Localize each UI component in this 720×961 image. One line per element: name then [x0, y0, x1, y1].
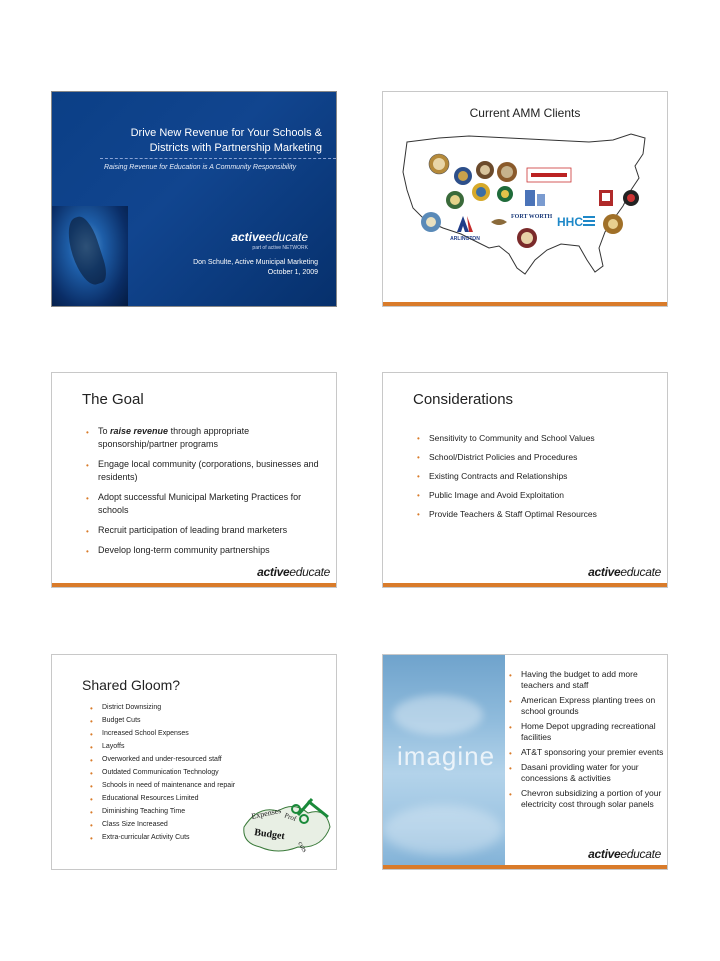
- title-divider: [100, 158, 336, 159]
- gloom-item: • Increased School Expenses: [86, 729, 326, 738]
- arlington-label: ARLINGTON: [450, 236, 480, 242]
- gloom-item: • Class Size Increased: [86, 820, 326, 829]
- goal-item: • Engage local community (corporations, businesses and residents): [82, 458, 330, 484]
- hhc-label: HHC: [557, 215, 583, 229]
- goal-item: • Recruit participation of leading brand marketers: [82, 524, 330, 537]
- slide-title: Shared Gloom?: [82, 677, 181, 693]
- imagine-item: • Dasani providing water for your concessions & activities: [505, 762, 665, 784]
- slide-3-goal: [51, 372, 337, 588]
- presenter-name: Don Schulte, Active Municipal Marketing: [193, 259, 318, 266]
- active-educate-logo: activeeducate: [257, 565, 330, 579]
- client-seal-6: [472, 183, 490, 201]
- slide-title: The Goal: [82, 391, 144, 408]
- goal-item: • Adopt successful Municipal Marketing Practices for schools: [82, 491, 330, 517]
- gloom-item: • Educational Resources Limited: [86, 794, 326, 803]
- imagine-word: imagine: [397, 741, 496, 771]
- slide-accent-bar: [383, 583, 667, 587]
- svg-text:cuts: cuts: [296, 840, 309, 854]
- goal-list: [82, 425, 330, 564]
- slide-title: Current AMM Clients: [469, 106, 581, 120]
- presentation-title: Drive New Revenue for Your Schools & Districts with Partnership Marketing: [130, 127, 322, 154]
- imagine-list: [505, 669, 665, 814]
- imagine-item: • Chevron subsidizing a portion of your electricity cost through solar panels: [505, 788, 665, 810]
- gloom-item: • Extra-curricular Activity Cuts: [86, 833, 326, 842]
- gloom-item: • Diminishing Teaching Time: [86, 807, 326, 816]
- gloom-item: • Budget Cuts: [86, 716, 326, 725]
- client-seal-9: [623, 190, 639, 206]
- svg-text:Budget: Budget: [253, 827, 286, 843]
- goal-item: • To raise revenue through appropriate sponsorship/partner programs: [82, 425, 330, 451]
- client-seal-1: [429, 154, 449, 174]
- slide-accent-bar: [383, 865, 667, 869]
- gloom-item: • Layoffs: [86, 742, 326, 751]
- slide-1-title: [51, 91, 337, 307]
- slide-5-shared-gloom: [51, 654, 337, 870]
- gloom-item: • Schools in need of maintenance and repair: [86, 781, 326, 790]
- goal-item: • Develop long-term community partnerships: [82, 544, 330, 557]
- svg-text:Prof: Prof: [283, 811, 298, 824]
- considerations-list: [413, 432, 661, 527]
- client-seal-11: [603, 214, 623, 234]
- svg-text:Expenses: Expenses: [250, 805, 282, 821]
- gloom-item: • Outdated Communication Technology: [86, 768, 326, 777]
- us-map-graphic: [399, 128, 653, 276]
- consideration-item: • School/District Policies and Procedures: [413, 451, 661, 463]
- slide-accent-bar: [383, 302, 667, 306]
- gloom-item: • District Downsizing: [86, 703, 326, 712]
- active-educate-logo: activeeducate: [588, 847, 661, 861]
- client-seal-7: [497, 186, 513, 202]
- presenter-info: [193, 258, 318, 278]
- slide-title: Considerations: [413, 391, 514, 408]
- slide-6-imagine: [382, 654, 668, 870]
- fort-worth-label: FORT WORTH: [511, 214, 553, 220]
- consideration-item: • Public Image and Avoid Exploitation: [413, 489, 661, 501]
- client-logo-housing: [599, 190, 613, 206]
- logo-tagline: part of active NETWORK: [252, 245, 308, 251]
- presentation-date: October 1, 2009: [267, 269, 318, 276]
- imagine-item: • Home Depot upgrading recreational facilities: [505, 721, 665, 743]
- sky-image: [383, 655, 505, 870]
- client-logo-banner: [527, 168, 571, 182]
- consideration-item: • Sensitivity to Community and School Values: [413, 432, 661, 444]
- imagine-item: • AT&T sponsoring your premier events: [505, 747, 665, 758]
- hand-photo: [52, 206, 128, 307]
- active-educate-logo: activeeducate: [588, 565, 661, 579]
- consideration-item: • Provide Teachers & Staff Optimal Resources: [413, 508, 661, 520]
- client-seal-12: [517, 228, 537, 248]
- gloom-item: • Overworked and under-resourced staff: [86, 755, 326, 764]
- client-seal-2: [454, 167, 472, 185]
- consideration-item: • Existing Contracts and Relationships: [413, 470, 661, 482]
- client-seal-10: [421, 212, 441, 232]
- slide-4-considerations: [382, 372, 668, 588]
- client-seal-4: [497, 162, 517, 182]
- client-seal-5: [446, 191, 464, 209]
- presentation-subtitle: Raising Revenue for Education is A Community Responsibility: [104, 164, 297, 171]
- imagine-item: • Having the budget to add more teachers and staff: [505, 669, 665, 691]
- client-seal-3: [476, 161, 494, 179]
- slide-accent-bar: [52, 583, 336, 587]
- active-educate-logo: activeeducate part of active NETWORK: [231, 230, 308, 251]
- budget-cuts-collage: [238, 797, 334, 857]
- slide-2-clients: [382, 91, 668, 307]
- imagine-item: • American Express planting trees on school grounds: [505, 695, 665, 717]
